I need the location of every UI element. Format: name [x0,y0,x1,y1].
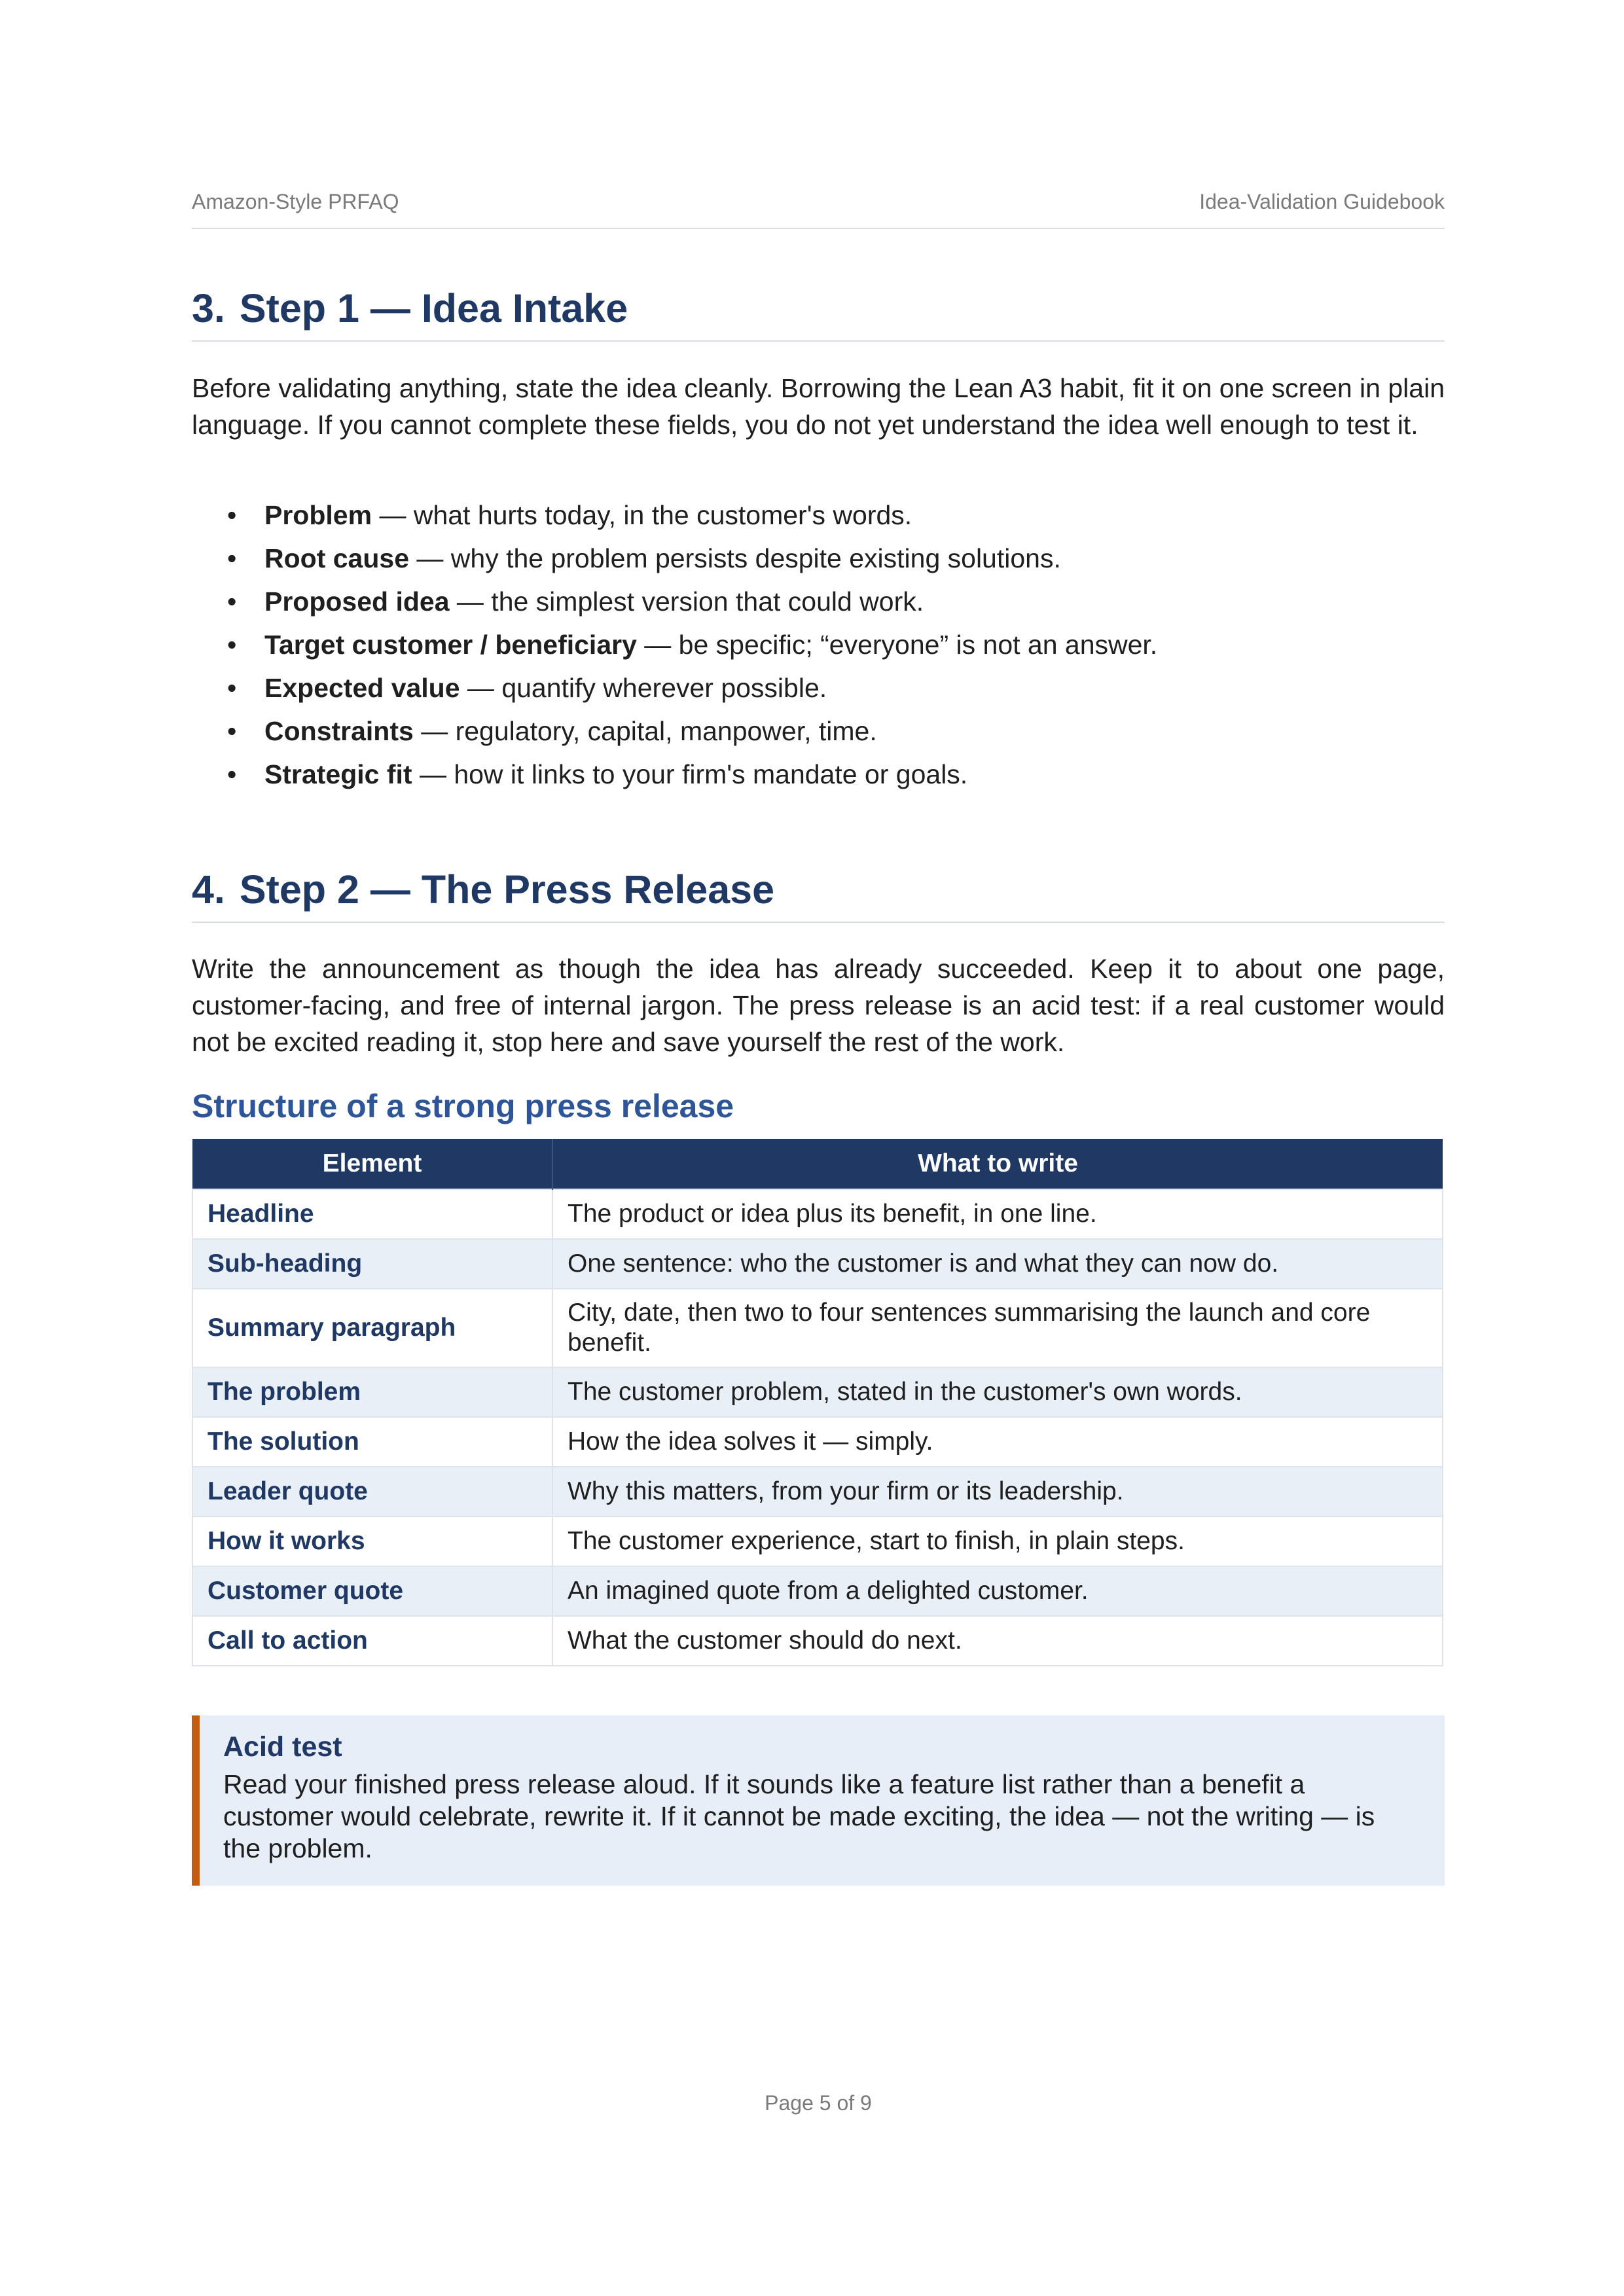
intake-field-item: • Proposed idea — the simplest version that could work. [227,586,924,617]
what-to-write-cell: How the idea solves it — simply. [552,1417,1443,1467]
callout-title: Acid test [223,1731,342,1763]
section-3-title: Step 1 — Idea Intake [239,286,628,331]
what-to-write-cell: The customer experience, start to finish, in plain steps. [552,1516,1443,1566]
what-to-write-cell: One sentence: who the customer is and what they can now do. [552,1239,1443,1289]
table-row [192,1467,1443,1516]
press-release-structure-table [192,1139,1443,1666]
page-number: Page 5 of 9 [765,2091,872,2115]
intake-field-item: • Problem — what hurts today, in the customer's words. [227,500,912,530]
intake-field-item: • Constraints — regulatory, capital, manpower, time. [227,716,877,746]
what-to-write-cell: Why this matters, from your firm or its leadership. [552,1467,1443,1516]
intake-field-list [192,493,1445,796]
section-4-heading [192,867,1445,923]
what-to-write-cell: What the customer should do next. [552,1616,1443,1666]
acid-test-callout [192,1715,1445,1886]
element-cell: How it works [192,1516,552,1566]
table-row [192,1417,1443,1467]
table-row [192,1239,1443,1289]
section-4-intro: Write the announcement as though the idea has already succeeded. Keep it to about one page, customer-facing, and free of internal jargon. The press release is an acid test: if a real customer would not be excited reading it, stop here and save yourself the rest of the work. [192,954,1445,1057]
table-header-row [192,1139,1443,1189]
column-header-what-to-write: What to write [552,1139,1443,1189]
table-row [192,1516,1443,1566]
element-cell: Leader quote [192,1467,552,1516]
what-to-write-cell: The product or idea plus its benefit, in one line. [552,1189,1443,1239]
section-4-title: Step 2 — The Press Release [239,867,775,912]
what-to-write-cell: The customer problem, stated in the customer's own words. [552,1367,1443,1417]
intake-field-item: • Expected value — quantify wherever possible. [227,673,827,703]
section-3-heading [192,285,1445,342]
what-to-write-cell: City, date, then two to four sentences summarising the launch and core benefit. [552,1289,1443,1367]
callout-text: Read your finished press release aloud. If it sounds like a feature list rather than a benefit a customer would celebrate, rewrite it. If it cannot be made exciting, the idea — not the writing — is the problem. [223,1769,1375,1863]
what-to-write-cell: An imagined quote from a delighted customer. [552,1566,1443,1616]
table-row [192,1616,1443,1666]
header-right: Idea-Validation Guidebook [1199,190,1445,213]
intake-field-item: • Root cause — why the problem persists despite existing solutions. [227,543,1061,573]
element-cell: Customer quote [192,1566,552,1616]
intake-field-item: • Target customer / beneficiary — be specific; “everyone” is not an answer. [227,630,1158,660]
column-header-element: Element [192,1139,552,1189]
element-cell: Sub-heading [192,1239,552,1289]
intake-field-item: • Strategic fit — how it links to your firm's mandate or goals. [227,759,968,789]
table-row [192,1289,1443,1367]
running-header [192,190,1445,229]
element-cell: Headline [192,1189,552,1239]
header-left: Amazon-Style PRFAQ [192,190,399,213]
table-row [192,1189,1443,1239]
table-row [192,1367,1443,1417]
section-3-number: 3. [192,286,225,331]
table-subheading: Structure of a strong press release [192,1088,734,1124]
element-cell: Summary paragraph [192,1289,552,1367]
element-cell: The problem [192,1367,552,1417]
section-4-number: 4. [192,867,225,912]
section-3-intro: Before validating anything, state the idea cleanly. Borrowing the Lean A3 habit, fit it on one screen in plain language. If you cannot complete these fields, you do not yet understand the idea well enough to test it. [192,373,1445,440]
table-row [192,1566,1443,1616]
element-cell: The solution [192,1417,552,1467]
element-cell: Call to action [192,1616,552,1666]
